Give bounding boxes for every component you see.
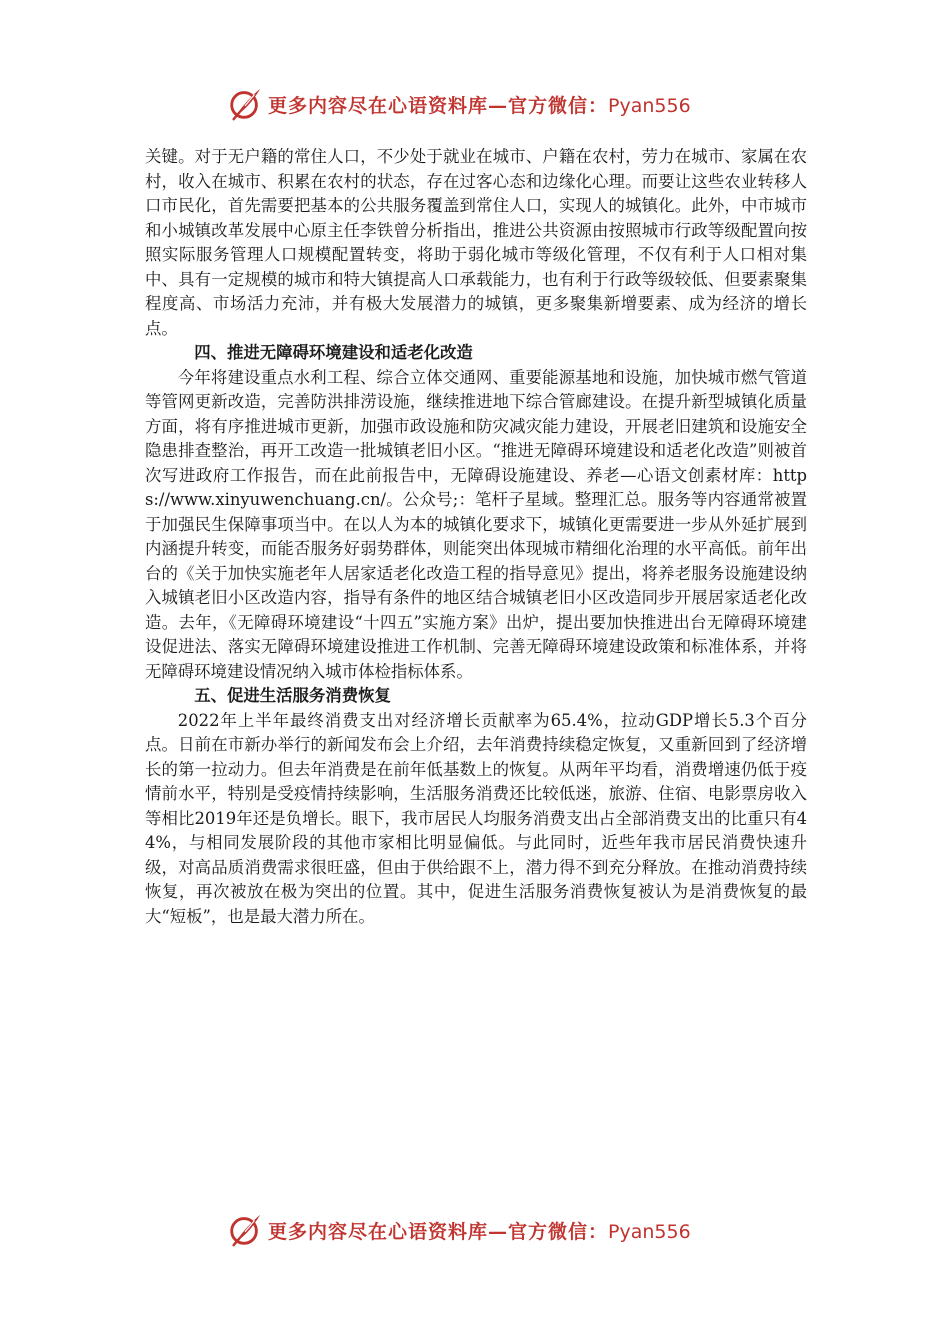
document-body [145,145,807,929]
section-5-title: 五、促进生活服务消费恢复 [194,686,391,705]
quill-pen-logo-icon [226,1211,264,1249]
section-4-paragraph: 今年将建设重点水利工程、综合立体交通网、重要能源基地和设施，加快城市燃气管道等管网更新改造，完善防洪排涝设施，继续推进地下综合管廊建设。在提升新型城镇化质量方面，将有序推进城市更新，加强市政设施和防灾减灾能力建设，开展老旧建筑和设施安全隐患排查整治，再开工改造一批城镇老旧小区。“推进无障碍环境建设和适老化改造”则被首次写进政府工作报告，而在此前报告中，无障碍设施建设、养老—心语文创素材库：https://www.xinyuwenchuang.cn/。公众号;：笔杆子星域。整理汇总。服务等内容通常被置于加强民生保障事项当中。在以人为本的城镇化要求下，城镇化更需要进一步从外延扩展到内涵提升转变，而能否服务好弱势群体，则能突出体现城市精细化治理的水平高低。前年出台的《关于加快实施老年人居家适老化改造工程的指导意见》提出，将养老服务设施建设纳入城镇老旧小区改造内容，指导有条件的地区结合城镇老旧小区改造同步开展居家适老化改造。去年，《无障碍环境建设“十四五”实施方案》出炉，提出要加快推进出台无障碍环境建设促进法、落实无障碍环境建设推进工作机制、完善无障碍环境建设政策和标准体系，并将无障碍环境建设情况纳入城市体检指标体系。 [145,367,807,681]
footer-banner [226,1210,746,1250]
section-5-paragraph: 2022年上半年最终消费支出对经济增长贡献率为65.4%，拉动GDP增长5.3个百分点。日前在市新办举行的新闻发布会上介绍，去年消费持续稳定恢复，又重新回到了经济增长的第一拉动力。但去年消费是在前年低基数上的恢复。从两年平均看，消费增速仍低于疫情前水平，特别是受疫情持续影响，生活服务消费还比较低迷，旅游、住宿、电影票房收入等相比2019年还是负增长。眼下，我市居民人均服务消费支出占全部消费支出的比重只有44%，与相同发展阶段的其他市家相比明显偏低。与此同时，近些年我市居民消费快速升级，对高品质消费需求很旺盛，但由于供给跟不上，潜力得不到充分释放。在推动消费持续恢复，再次被放在极为突出的位置。其中，促进生活服务消费恢复被认为是消费恢复的最大“短板”，也是最大潜力所在。 [145,710,807,926]
banner-text [268,91,691,118]
section-4-title: 四、推进无障碍环境建设和适老化改造 [194,343,473,362]
banner-label: 更多内容尽在心语资料库—官方微信： [268,94,609,117]
intro-paragraph: 关键。对于无户籍的常住人口，不少处于就业在城市、户籍在农村，劳力在城市、家属在农村，收入在城市、积累在农村的状态，存在过客心态和边缘化心理。而要让这些农业转移人口市民化，首先需要把基本的公共服务覆盖到常住人口，实现人的城镇化。此外，中市城市和小城镇改革发展中心原主任李铁曾分析指出，推进公共资源由按照城市行政等级配置向按照实际服务管理人口规模配置转变，将助于弱化城市等级化管理，不仅有利于人口相对集中、具有一定规模的城市和特大镇提高人口承载能力，也有利于行政等级较低、但要素聚集程度高、市场活力充沛，并有极大发展潜力的城镇，更多聚集新增要素、成为经济的增长点。 [145,147,807,338]
wechat-id: Pyan556 [608,94,691,117]
banner-label: 更多内容尽在心语资料库—官方微信： [268,1220,609,1243]
banner-text [268,1217,691,1244]
header-banner [226,84,746,124]
quill-pen-logo-icon [226,85,264,123]
wechat-id: Pyan556 [608,1220,691,1243]
